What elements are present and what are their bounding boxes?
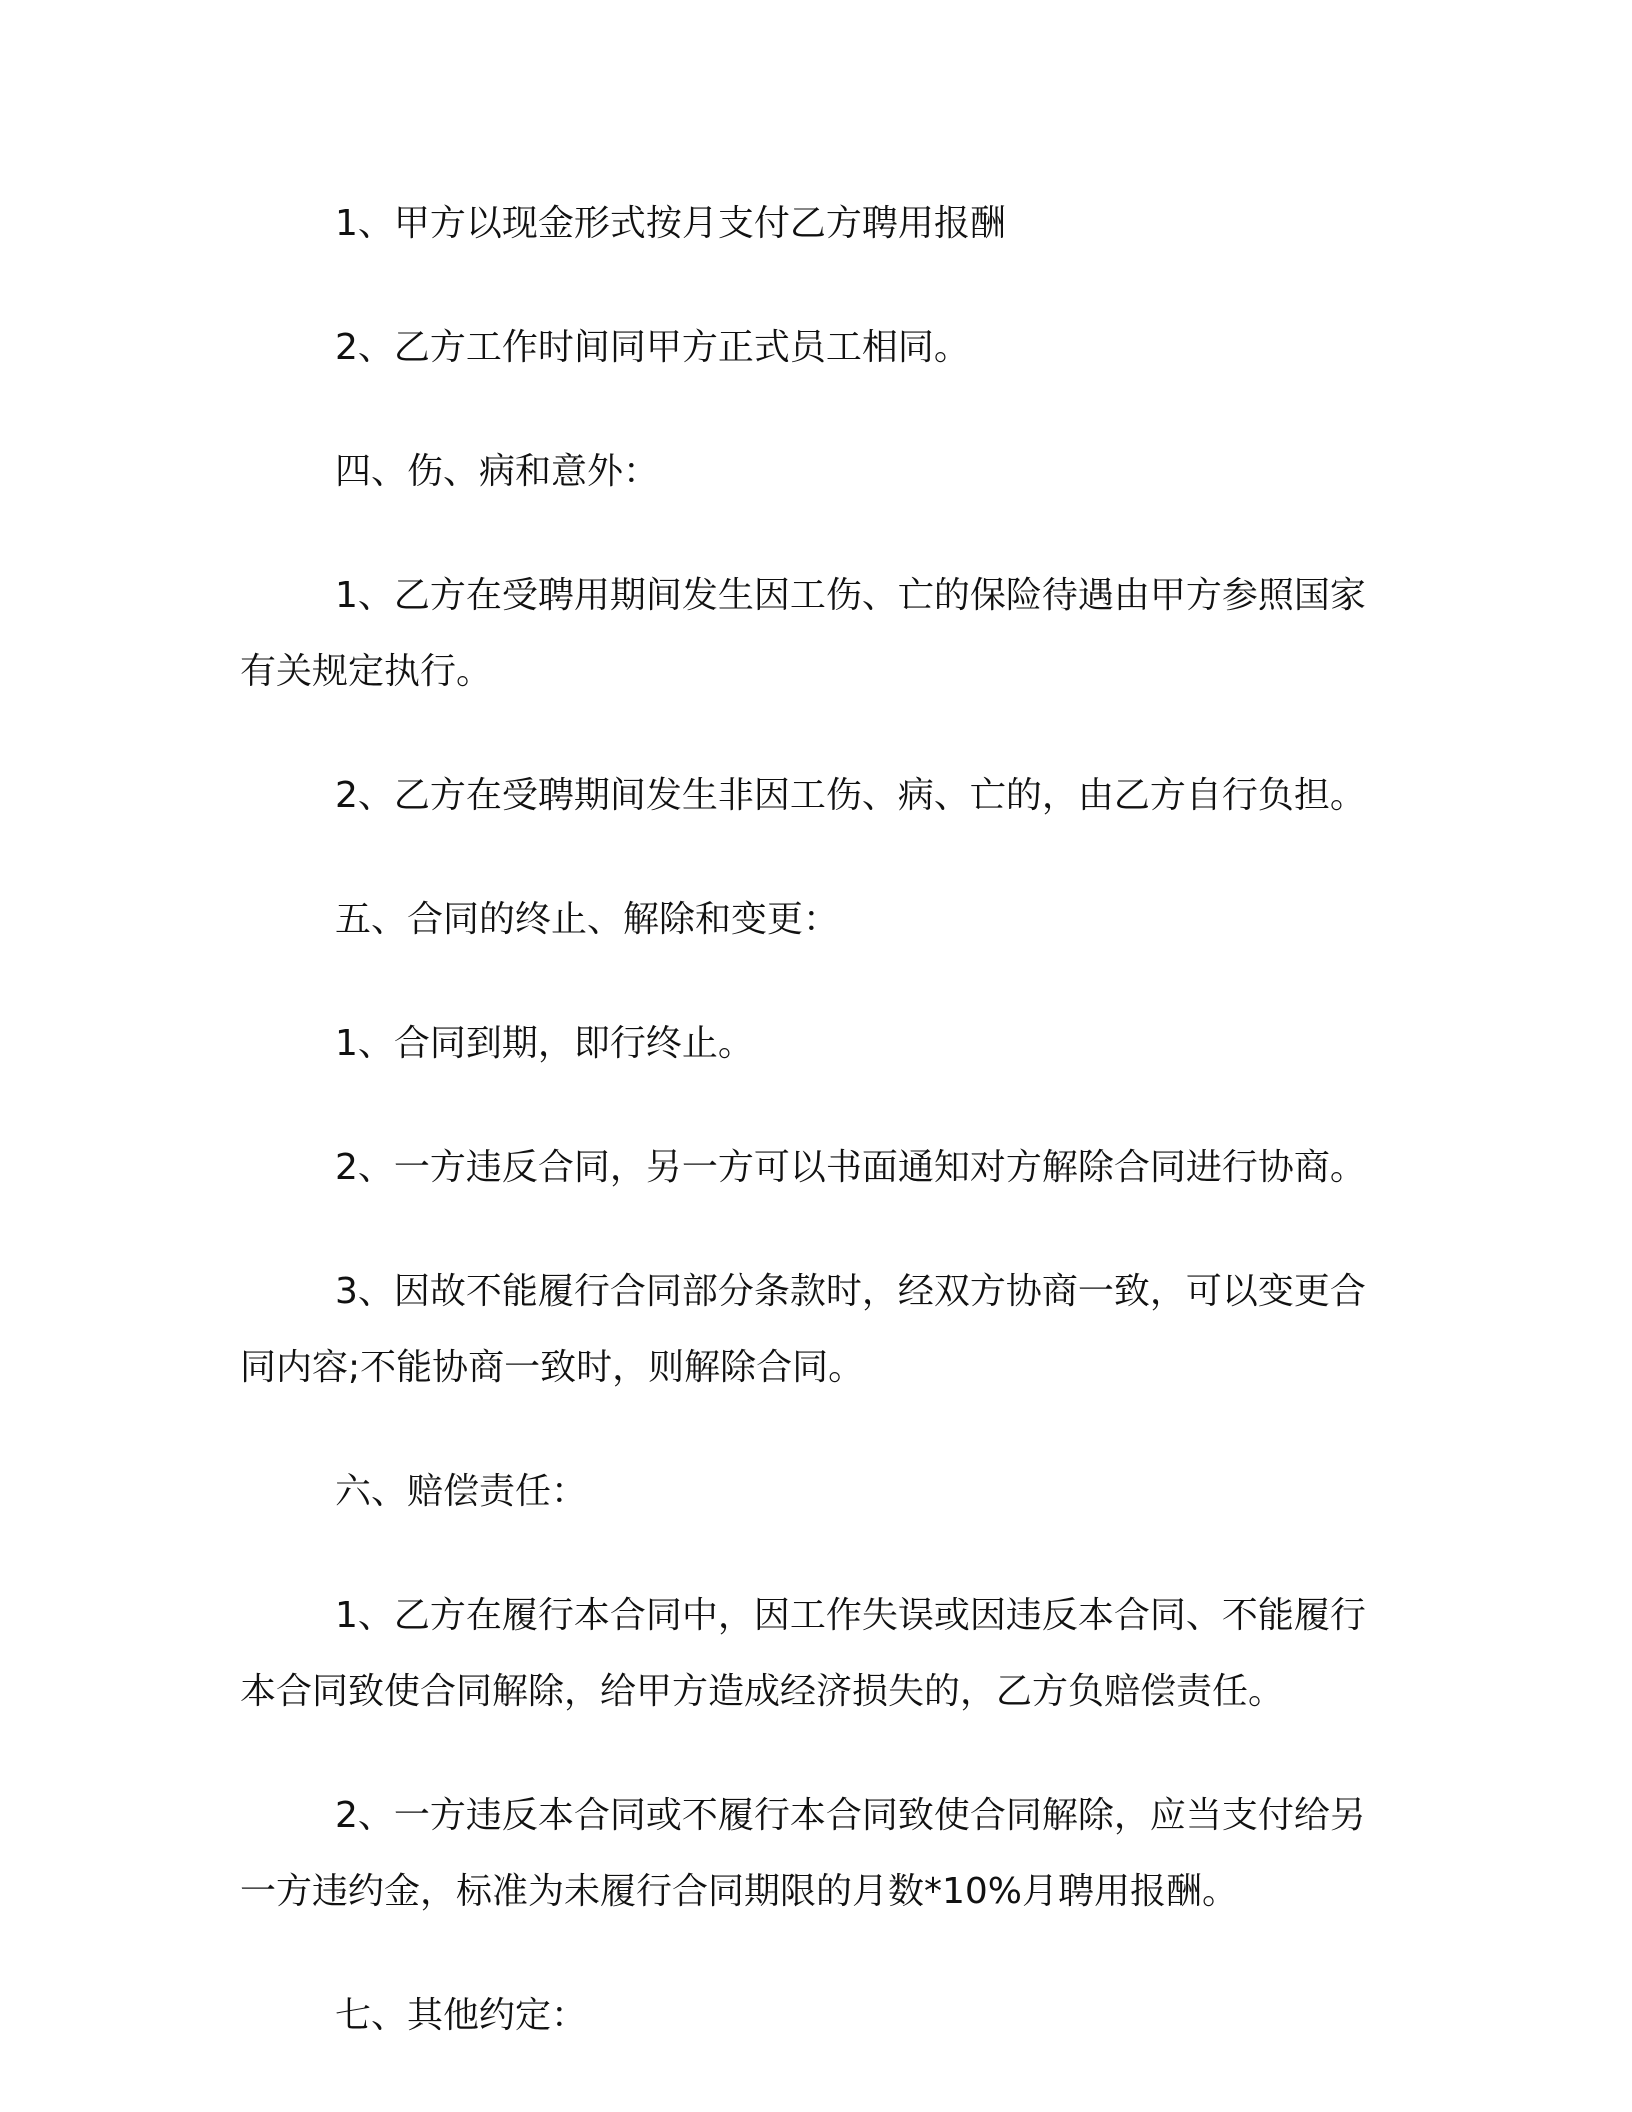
paragraph-expiry: 1、合同到期，即行终止。 [335, 1023, 754, 1064]
paragraph-penalty: 2、一方违反本合同或不履行本合同致使合同解除，应当支付给另一方违约金，标准为未履行合同期限的月数*10%月聘用报酬。 [240, 1795, 1366, 1912]
section-heading-other: 七、其他约定： [335, 1995, 588, 2036]
section-heading-liability: 六、赔偿责任： [335, 1471, 588, 1512]
paragraph-modification: 3、因故不能履行合同部分条款时，经双方协商一致，可以变更合同内容;不能协商一致时，则解除合同。 [240, 1271, 1366, 1388]
paragraph-work-injury: 1、乙方在受聘用期间发生因工伤、亡的保险待遇由甲方参照国家有关规定执行。 [240, 575, 1366, 692]
paragraph-working-hours: 2、乙方工作时间同甲方正式员工相同。 [335, 327, 970, 368]
paragraph-breach-notice: 2、一方违反合同，另一方可以书面通知对方解除合同进行协商。 [335, 1147, 1366, 1188]
section-heading-injury: 四、伤、病和意外： [335, 451, 660, 492]
paragraph-non-work-injury: 2、乙方在受聘期间发生非因工伤、病、亡的，由乙方自行负担。 [335, 775, 1366, 816]
section-heading-termination: 五、合同的终止、解除和变更： [335, 899, 840, 940]
paragraph-payment: 1、甲方以现金形式按月支付乙方聘用报酬 [335, 203, 1006, 244]
document-body [240, 186, 1370, 2102]
paragraph-employee-liability: 1、乙方在履行本合同中，因工作失误或因违反本合同、不能履行本合同致使合同解除，给甲方造成经济损失的，乙方负赔偿责任。 [240, 1595, 1366, 1712]
